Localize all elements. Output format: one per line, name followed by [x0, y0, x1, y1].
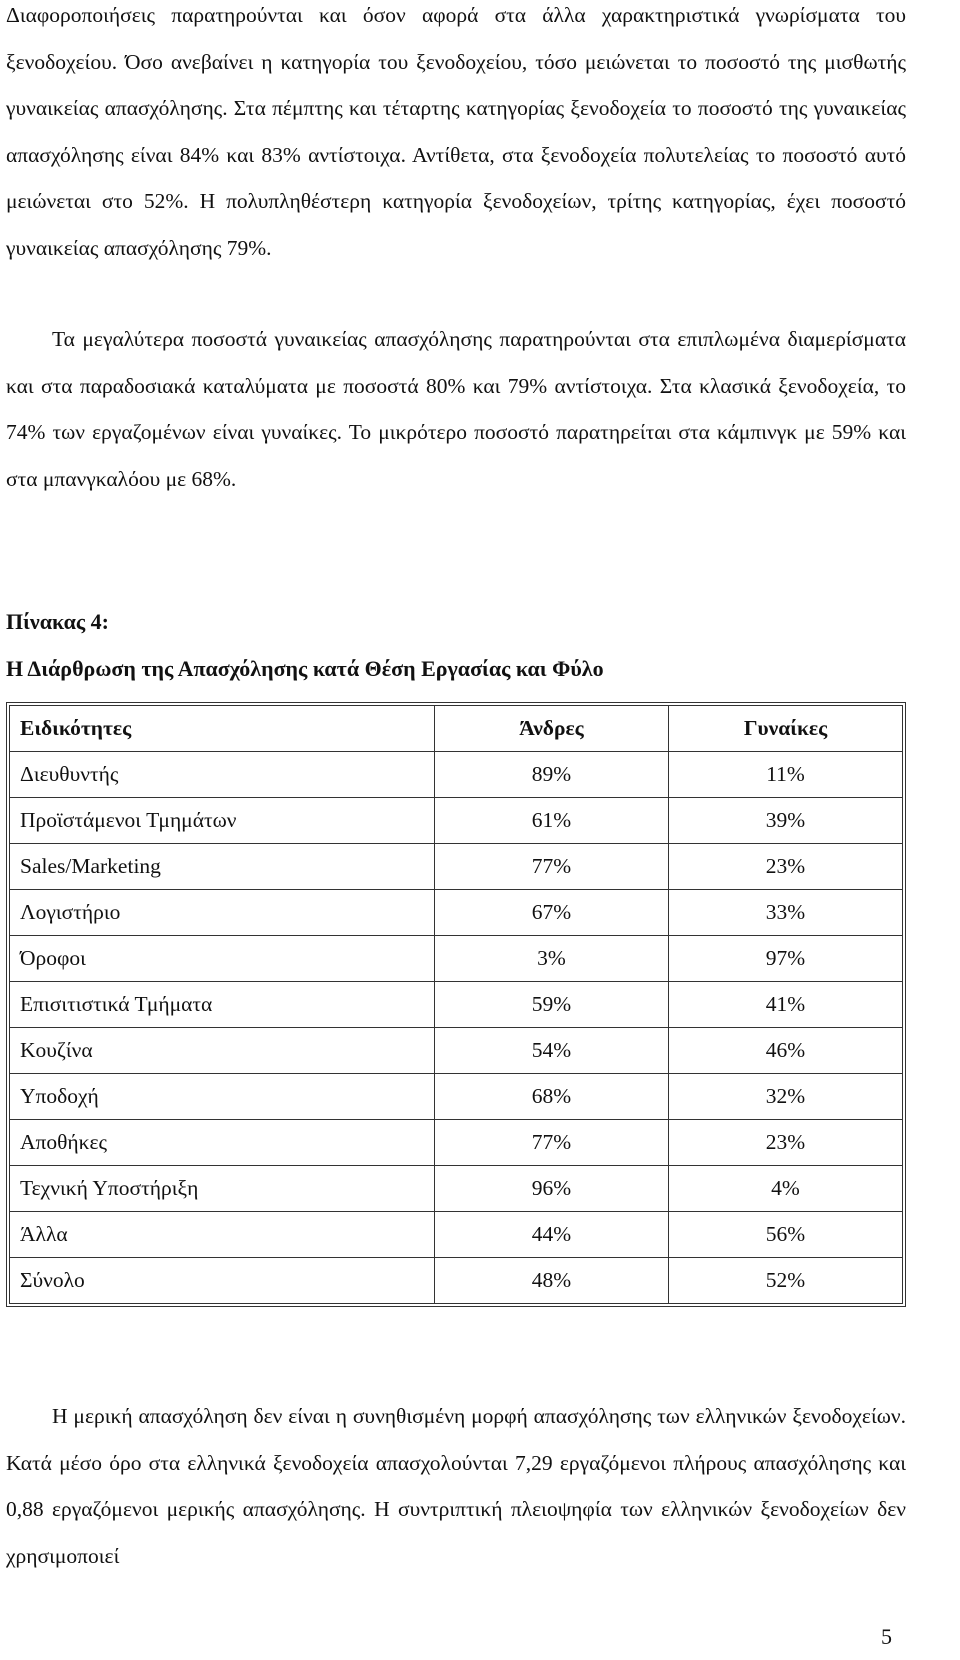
cell-women: 11%: [669, 752, 903, 798]
paragraph-accommodation-type: Τα μεγαλύτερα ποσοστά γυναικείας απασχόλησης παρατηρούνται στα επιπλωμένα διαμερίσματα και στα παραδοσιακά καταλύματα με ποσοστά 80% και 79% αντίστοιχα. Στα κλασικά ξενοδοχεία, το 74% των εργαζομένων είναι γυναίκες. Το μικρότερο ποσοστό παρατηρείται στα κάμπινγκ με 59% και στα μπανγκαλόου με 68%.: [6, 327, 906, 491]
cell-men: 54%: [435, 1028, 669, 1074]
employment-table: [9, 705, 903, 1304]
cell-women: 33%: [669, 890, 903, 936]
cell-men: 44%: [435, 1212, 669, 1258]
page-number: 5: [881, 1624, 892, 1649]
cell-specialty: Επισιτιστικά Τμήματα: [10, 982, 435, 1028]
cell-men: 96%: [435, 1166, 669, 1212]
table-row: [10, 1120, 903, 1166]
cell-specialty: Sales/Marketing: [10, 844, 435, 890]
cell-men: 77%: [435, 844, 669, 890]
cell-women: 23%: [669, 844, 903, 890]
table-row: [10, 936, 903, 982]
cell-women: 23%: [669, 1120, 903, 1166]
table-row: [10, 844, 903, 890]
cell-specialty: Όροφοι: [10, 936, 435, 982]
table-row-total: [10, 1258, 903, 1304]
cell-men: 3%: [435, 936, 669, 982]
cell-men: 77%: [435, 1120, 669, 1166]
cell-specialty: Τεχνική Υποστήριξη: [10, 1166, 435, 1212]
table-row: [10, 1212, 903, 1258]
cell-specialty: Αποθήκες: [10, 1120, 435, 1166]
table-row: [10, 1166, 903, 1212]
table-label: Πίνακας 4:: [6, 609, 110, 634]
cell-women: 46%: [669, 1028, 903, 1074]
table-row: [10, 1074, 903, 1120]
employment-table-frame: [6, 702, 906, 1307]
cell-women: 4%: [669, 1166, 903, 1212]
table-header-row: [10, 706, 903, 752]
table-row: [10, 982, 903, 1028]
table-row: [10, 890, 903, 936]
cell-specialty: Άλλα: [10, 1212, 435, 1258]
table-title: Η Διάρθρωση της Απασχόλησης κατά Θέση Εργασίας και Φύλο: [6, 656, 604, 681]
cell-specialty: Υποδοχή: [10, 1074, 435, 1120]
cell-specialty: Προϊστάμενοι Τμημάτων: [10, 798, 435, 844]
header-men: Άνδρες: [435, 706, 669, 752]
paragraph-part-time: Η μερική απασχόληση δεν είναι η συνηθισμένη μορφή απασχόλησης των ελληνικών ξενοδοχείων. Κατά μέσο όρο στα ελληνικά ξενοδοχεία απασχολούνται 7,29 εργαζόμενοι πλήρους απασχόλησης και 0,88 εργαζόμενοι μερικής απασχόλησης. Η συντριπτική πλειοψηφία των ελληνικών ξενοδοχείων δεν χρησιμοποιεί: [6, 1404, 906, 1568]
cell-men: 59%: [435, 982, 669, 1028]
cell-women: 56%: [669, 1212, 903, 1258]
cell-men: 68%: [435, 1074, 669, 1120]
cell-women: 41%: [669, 982, 903, 1028]
table-row: [10, 752, 903, 798]
cell-women: 52%: [669, 1258, 903, 1304]
cell-men: 89%: [435, 752, 669, 798]
table-row: [10, 798, 903, 844]
header-specialty: Ειδικότητες: [10, 706, 435, 752]
cell-men: 48%: [435, 1258, 669, 1304]
paragraph-hotel-category: Διαφοροποιήσεις παρατηρούνται και όσον αφορά στα άλλα χαρακτηριστικά γνωρίσματα του ξενοδοχείου. Όσο ανεβαίνει η κατηγορία του ξενοδοχείου, τόσο μειώνεται το ποσοστό της μισθωτής γυναικείας απασχόλησης. Στα πέμπτης και τέταρτης κατηγορίας ξενοδοχεία το ποσοστό της γυναικείας απασχόλησης είναι 84% και 83% αντίστοιχα. Αντίθετα, στα ξενοδοχεία πολυτελείας το ποσοστό αυτό μειώνεται στο 52%. Η πολυπληθέστερη κατηγορία ξενοδοχείων, τρίτης κατηγορίας, έχει ποσοστό γυναικείας απασχόλησης 79%.: [6, 3, 906, 260]
cell-men: 67%: [435, 890, 669, 936]
cell-specialty: Λογιστήριο: [10, 890, 435, 936]
cell-women: 39%: [669, 798, 903, 844]
table-row: [10, 1028, 903, 1074]
cell-specialty: Διευθυντής: [10, 752, 435, 798]
cell-women: 32%: [669, 1074, 903, 1120]
cell-specialty: Σύνολο: [10, 1258, 435, 1304]
cell-women: 97%: [669, 936, 903, 982]
cell-men: 61%: [435, 798, 669, 844]
header-women: Γυναίκες: [669, 706, 903, 752]
cell-specialty: Κουζίνα: [10, 1028, 435, 1074]
